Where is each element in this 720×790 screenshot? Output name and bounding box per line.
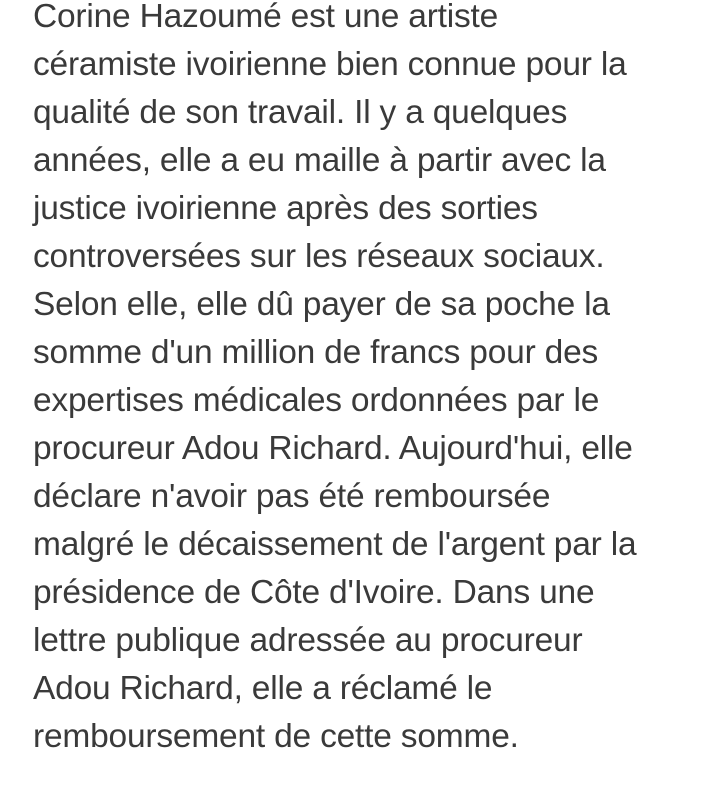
text-line: présidence de Côte d'Ivoire. Dans une [33, 574, 595, 611]
text-line: controversées sur les réseaux sociaux. [33, 238, 605, 275]
text-line: qualité de son travail. Il y a quelques [33, 94, 568, 131]
text-line: remboursement de cette somme. [33, 718, 519, 755]
text-line: justice ivoirienne après des sorties [33, 190, 538, 227]
text-line: Selon elle, elle dû payer de sa poche la [33, 286, 610, 323]
text-line: déclare n'avoir pas été remboursée [33, 478, 551, 515]
text-line: céramiste ivoirienne bien connue pour la [33, 46, 627, 83]
text-line: Adou Richard, elle a réclamé le [33, 670, 493, 707]
article-text [33, 0, 700, 761]
text-line: lettre publique adressée au procureur [33, 622, 583, 659]
text-line: somme d'un million de francs pour des [33, 334, 599, 371]
text-line: Corine Hazoumé est une artiste [33, 0, 499, 35]
text-line: malgré le décaissement de l'argent par la [33, 526, 637, 563]
text-line: années, elle a eu maille à partir avec la [33, 142, 606, 179]
text-line: expertises médicales ordonnées par le [33, 382, 600, 419]
text-line: procureur Adou Richard. Aujourd'hui, elle [33, 430, 633, 467]
